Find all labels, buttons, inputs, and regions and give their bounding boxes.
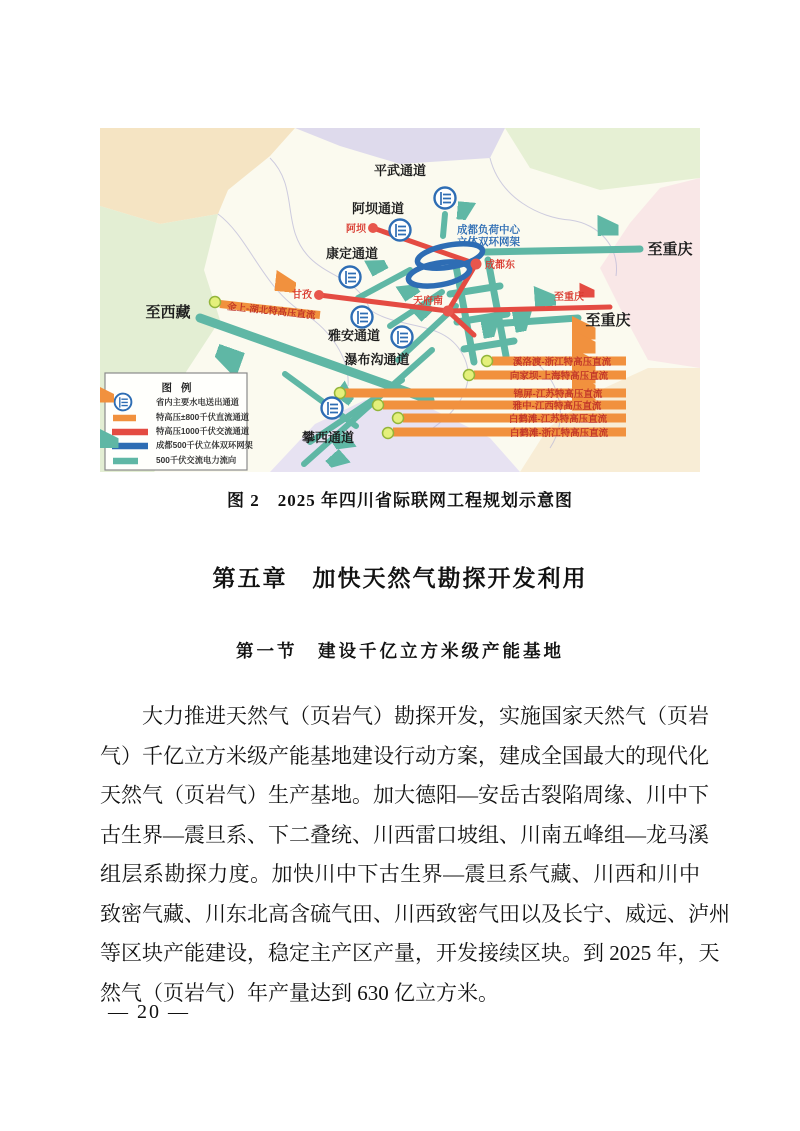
label-aba-substation: 阿坝: [346, 224, 366, 235]
hydro-icon-aba: [390, 220, 411, 241]
page-number: — 20 —: [108, 1001, 190, 1023]
body-line: 天然气（页岩气）生产基地。加大德阳—安岳古裂陷周缘、川中下: [100, 783, 709, 807]
hydro-icon-pubugou: [392, 327, 413, 348]
legend-item-5: 500千伏交流电力流向: [156, 455, 237, 465]
label-pubugou-channel: 瀑布沟通道: [344, 352, 410, 367]
map-legend: [105, 373, 254, 470]
body-line: 组层系勘探力度。加快川中下古生界—震旦系气藏、川西和川中: [100, 862, 700, 886]
sichuan-grid-map: [100, 128, 700, 472]
label-to-chongqing-red: 至重庆: [554, 292, 584, 303]
label-tianfunan-substation: 天府南: [413, 296, 443, 307]
label-uhvdc-3: 锦屏-江苏特高压直流: [513, 389, 603, 400]
label-uhvdc-4: 雅中-江西特高压直流: [512, 401, 602, 412]
body-line: 然气（页岩气）年产量达到 630 亿立方米。: [100, 980, 499, 1005]
label-uhvdc-6: 白鹤滩-浙江特高压直流: [509, 428, 609, 439]
label-to-tibet: 至西藏: [145, 304, 191, 321]
legend-hydro-icon: [115, 394, 132, 411]
section-title: 第一节 建设千亿立方米级产能基地: [236, 641, 564, 661]
hydro-icon-kangding: [340, 267, 361, 288]
label-uhvdc-2: 向家坝-上海特高压直流: [509, 371, 609, 382]
label-to-chongqing-top: 至重庆: [647, 241, 693, 258]
label-chengdu-load-center-1: 成都负荷中心: [457, 224, 520, 236]
legend-item-1: 省内主要水电送出通道: [156, 397, 239, 407]
body-paragraph: [100, 697, 730, 1013]
body-line: 大力推进天然气（页岩气）勘探开发，实施国家天然气（页岩: [142, 704, 709, 728]
hydro-icon-panxi: [322, 398, 343, 419]
body-line: 古生界—震旦系、下二叠统、川西雷口坡组、川南五峰组—龙马溪: [100, 822, 709, 847]
label-ganzi-substation: 甘孜: [292, 290, 312, 301]
body-line: 致密气藏、川东北高含硫气田、川西致密气田以及长宁、威远、泸州: [100, 901, 730, 926]
figure-map: [100, 128, 700, 472]
figure-caption: 图 2 2025 年四川省际联网工程规划示意图: [227, 491, 573, 510]
label-aba-channel: 阿坝通道: [351, 201, 405, 216]
label-chengdudong-substation: 成都东: [485, 260, 515, 271]
label-uhvdc-1: 溪洛渡-浙江特高压直流: [512, 357, 612, 368]
chapter-title: 第五章 加快天然气勘探开发利用: [212, 565, 588, 591]
label-yaan-channel: 雅安通道: [327, 328, 381, 343]
legend-item-2: 特高压±800千伏直流通道: [156, 412, 250, 422]
label-jinshang-hubei: 金上-湖北特高压直流: [226, 301, 316, 322]
body-line: 等区块产能建设，稳定主产区产量，开发接续区块。到 2025 年，天: [100, 941, 720, 965]
label-uhvdc-5: 白鹤滩-江苏特高压直流: [508, 414, 608, 425]
hydro-icon-pingwu: [435, 188, 456, 209]
label-pingwu-channel: 平武通道: [373, 163, 427, 178]
body-line: 气）千亿立方米级产能基地建设行动方案，建成全国最大的现代化: [100, 743, 709, 768]
hydro-icon-yaan: [352, 307, 373, 328]
label-panxi-channel: 攀西通道: [301, 430, 355, 445]
legend-title: 图 例: [161, 382, 195, 394]
label-kangding-channel: 康定通道: [325, 246, 379, 261]
legend-item-4: 成都500千伏立体双环网架: [156, 440, 253, 450]
legend-item-3: 特高压1000千伏交流通道: [156, 426, 250, 436]
label-to-chongqing-mid: 至重庆: [585, 312, 631, 329]
label-chengdu-load-center-2: 立体双环网架: [457, 236, 520, 248]
